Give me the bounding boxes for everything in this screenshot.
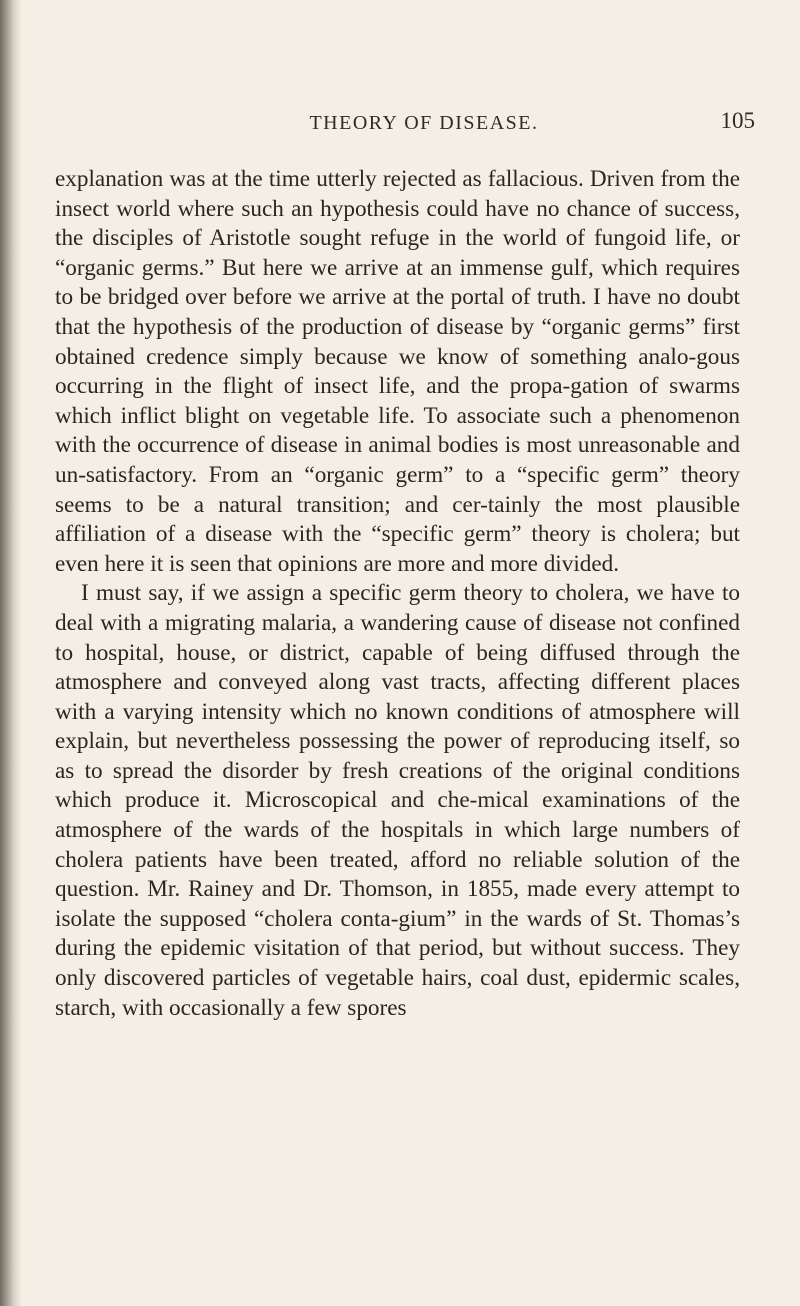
paragraph-2: I must say, if we assign a specific germ theory to cholera, we have to deal with a migrating malaria, a wandering cause of disease not confined to hospital, house, or district, capable of being diffused through the atmosphere and conveyed along vast tracts, affecting different places with a varying intensity which no known conditions of atmosphere will explain, but nevertheless possessing the power of reproducing itself, so as to spread the disorder by fresh creations of the original conditions which produce it. Microscopical and che-mical examinations of the atmosphere of the wards of the hospitals in which large numbers of cholera patients have been treated, afford no reliable solution of the question. Mr. Rainey and Dr. Thomson, in 1855, made every attempt to isolate the supposed “cholera conta-gium” in the wards of St. Thomas’s during the epidemic visitation of that period, but without success. They only discovered particles of vegetable hairs, coal dust, epidermic scales, starch, with occasionally a few spores bbox=[55, 580, 740, 1021]
running-header bbox=[55, 0, 755, 134]
book-page bbox=[55, 0, 755, 1021]
page-number: 105 bbox=[720, 108, 755, 133]
paragraph-1: explanation was at the time utterly rejected as fallacious. Driven from the insect world where such an hypothesis could have no chance of success, the disciples of Aristotle sought refuge in the world of fungoid life, or “organic germs.” But here we arrive at an immense gulf, which requires to be bridged over before we arrive at the portal of truth. I have no doubt that the hypothesis of the production of disease by “organic germs” first obtained credence simply because we know of something analo-gous occurring in the flight of insect life, and the propa-gation of swarms which inflict blight on vegetable life. To associate such a phenomenon with the occurrence of disease in animal bodies is most unreasonable and un-satisfactory. From an “organic germ” to a “specific germ” theory seems to be a natural transition; and cer-tainly the most plausible affiliation of a disease with the “specific germ” theory is cholera; but even here it is seen that opinions are more and more divided. bbox=[55, 166, 740, 577]
book-binding-edge bbox=[0, 0, 22, 1306]
running-title: THEORY OF DISEASE. bbox=[309, 112, 539, 134]
body-text bbox=[55, 165, 740, 1023]
